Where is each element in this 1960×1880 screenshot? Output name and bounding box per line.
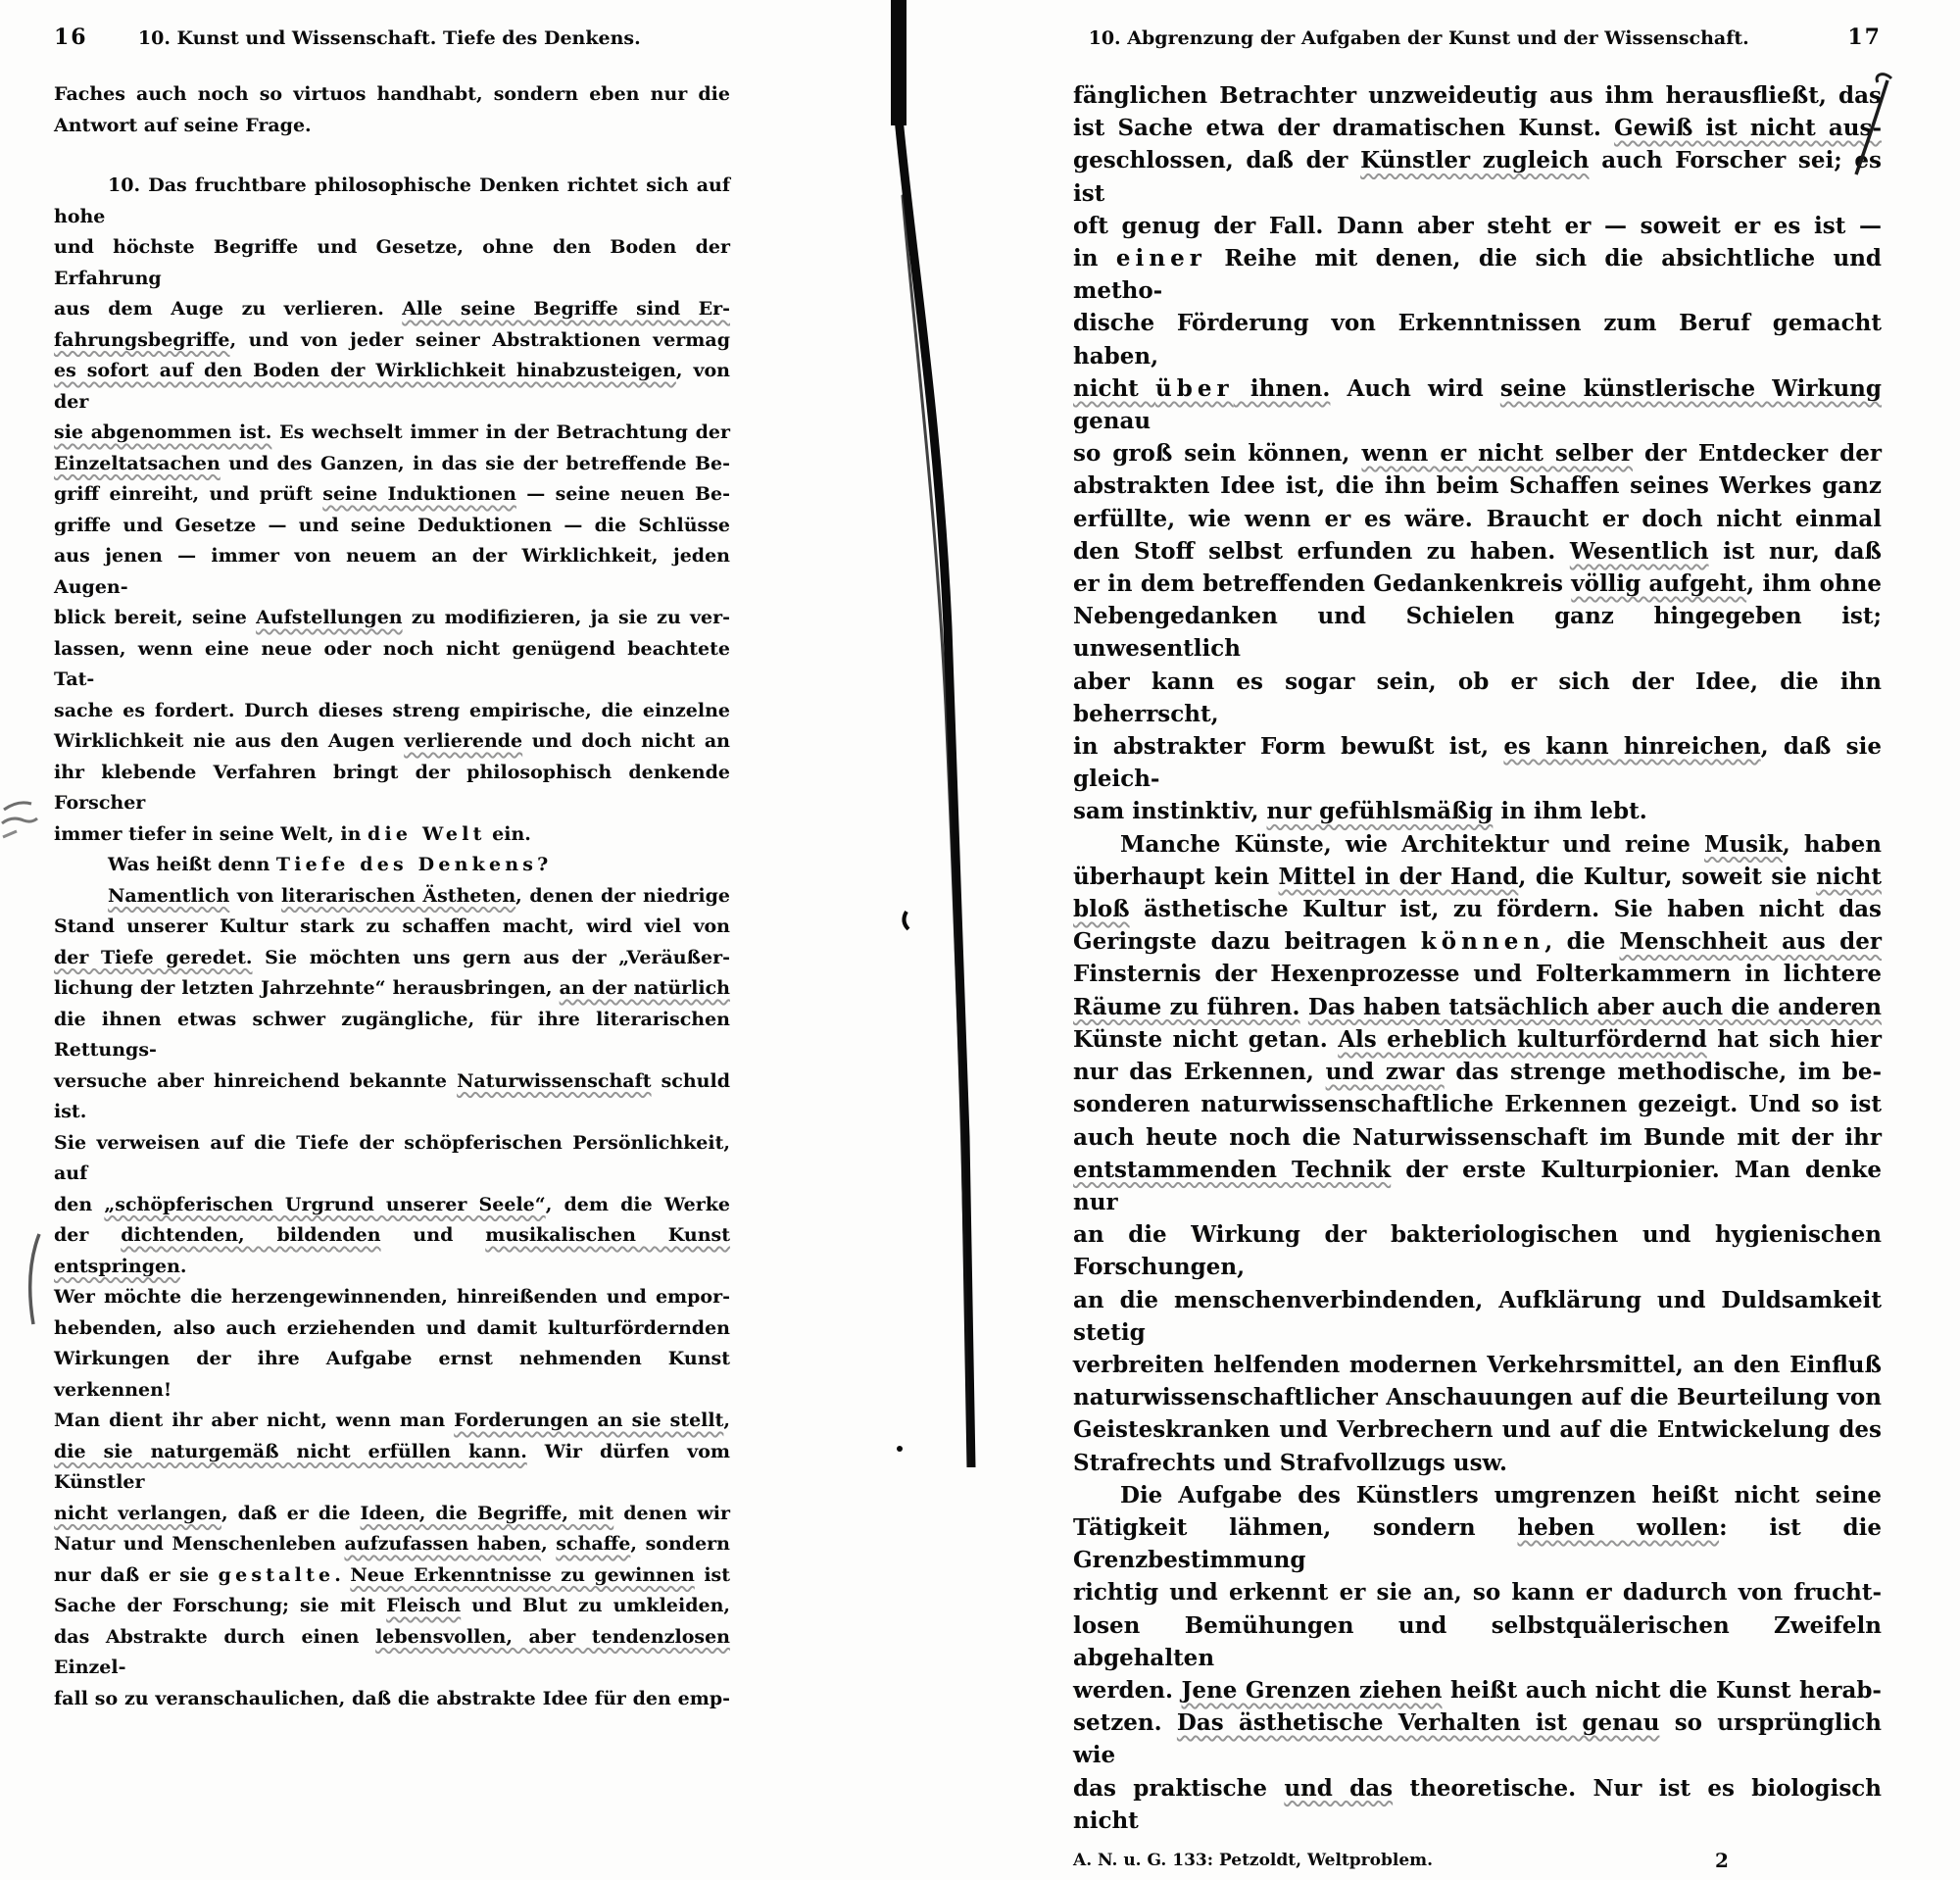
text-line: Namentlich von literarischen Ästheten, denen der niedrige bbox=[108, 884, 730, 907]
text-line: der Tiefe geredet. Sie möchten uns gern aus der „Veräußer- bbox=[54, 946, 730, 968]
text-line: Finsternis der Hexenprozesse und Folterkammern in lichtere bbox=[1073, 961, 1882, 988]
text-column-right bbox=[1073, 79, 1882, 1837]
text-line: Geringste dazu beitragen können, die Menschheit aus der bbox=[1073, 928, 1882, 956]
text-line: er in dem betreffenden Gedankenkreis völlig aufgeht, ihm ohne bbox=[1073, 570, 1882, 598]
sheet-signature: 2 bbox=[1715, 1848, 1729, 1872]
text-line: sonderen naturwissenschaftliche Erkennen gezeigt. Und so ist bbox=[1073, 1091, 1882, 1118]
pencil-margin-scribble bbox=[0, 774, 59, 892]
text-line: Strafrechts und Strafvollzugs usw. bbox=[1073, 1449, 1508, 1476]
text-line: Sie verweisen auf die Tiefe der schöpferischen Persönlichkeit, auf bbox=[54, 1131, 730, 1184]
text-line: sache es fordert. Durch dieses streng empirische, die einzelne bbox=[54, 699, 730, 721]
text-line: bloß ästhetische Kultur ist, zu fördern. Sie haben nicht das bbox=[1073, 896, 1882, 923]
text-line: lichung der letzten Jahrzehnte“ herausbringen, an der natürlich bbox=[54, 977, 730, 999]
text-line: Man dient ihr aber nicht, wenn man Forderungen an sie stellt, bbox=[54, 1410, 730, 1431]
text-line: 10. Das fruchtbare philosophische Denken richtet sich auf hohe bbox=[54, 174, 730, 227]
text-line: an die Wirkung der bakteriologischen und hygienischen Forschungen, bbox=[1073, 1221, 1882, 1281]
text-line: fahrungsbegriffe, und von jeder seiner Abstraktionen vermag bbox=[54, 328, 730, 351]
text-line: Natur und Menschenleben aufzufassen haben, schaffe, sondern bbox=[54, 1533, 730, 1555]
text-line: griffe und Gesetze — und seine Deduktionen — die Schlüsse bbox=[54, 514, 730, 536]
binding-shadow bbox=[877, 0, 1004, 1467]
paragraph bbox=[54, 881, 730, 1715]
page-number-left: 16 bbox=[54, 25, 88, 50]
text-line: das Abstrakte durch einen lebensvollen, aber tendenzlosen Einzel- bbox=[54, 1625, 730, 1678]
text-line: Faches auch noch so virtuos handhabt, sondern eben nur die bbox=[54, 83, 730, 105]
text-line: und höchste Begriffe und Gesetze, ohne den Boden der Erfahrung bbox=[54, 236, 730, 289]
text-line: Künste nicht getan. Als erheblich kulturfördernd hat sich hier bbox=[1073, 1025, 1882, 1053]
text-line: setzen. Das ästhetische Verhalten ist genau so ursprünglich wie bbox=[1073, 1709, 1883, 1769]
text-line: richtig und erkennt er sie an, so kann er dadurch von frucht- bbox=[1073, 1579, 1882, 1607]
text-line: immer tiefer in seine Welt, in die Welt ein. bbox=[54, 822, 531, 845]
text-line: nicht über ihnen. Auch wird seine künstlerische Wirkung genau bbox=[1073, 374, 1882, 435]
text-line: verbreiten helfenden modernen Verkehrsmittel, an den Einfluß bbox=[1073, 1351, 1882, 1378]
paragraph bbox=[54, 171, 730, 850]
text-line: nicht verlangen, daß er die Ideen, die Begriffe, mit denen wir bbox=[54, 1502, 730, 1524]
text-line: hebenden, also auch erziehenden und damit kulturfördernden bbox=[54, 1316, 730, 1339]
text-line: nur daß er sie gestalte. Neue Erkenntnisse zu gewinnen ist bbox=[54, 1563, 731, 1586]
text-line: aus jenen — immer von neuem an der Wirklichkeit, jeden Augen- bbox=[54, 545, 730, 598]
text-line: auch heute noch die Naturwissenschaft im Bunde mit der ihr bbox=[1073, 1123, 1882, 1151]
text-line: die sie naturgemäß nicht erfüllen kann. Wir dürfen vom Künstler bbox=[54, 1440, 731, 1493]
text-line: den Stoff selbst erfunden zu haben. Wesentlich ist nur, daß bbox=[1073, 537, 1883, 565]
text-line: ist Sache etwa der dramatischen Kunst. Gewiß ist nicht aus- bbox=[1073, 115, 1882, 142]
text-line: so groß sein können, wenn er nicht selber der Entdecker der bbox=[1073, 440, 1882, 468]
text-line: in einer Reihe mit denen, die sich die absichtliche und metho- bbox=[1073, 245, 1882, 305]
text-line: Sache der Forschung; sie mit Fleisch und Blut zu umkleiden, bbox=[54, 1595, 730, 1616]
text-line: versuche aber hinreichend bekannte Naturwissenschaft schuld ist. bbox=[54, 1069, 730, 1122]
text-line: es sofort auf den Boden der Wirklichkeit hinabzusteigen, von der bbox=[54, 360, 730, 413]
text-line: lassen, wenn eine neue oder noch nicht genügend beachtete Tat- bbox=[54, 637, 730, 690]
paragraph bbox=[54, 850, 730, 881]
running-head-left bbox=[54, 25, 730, 50]
text-line: die ihnen etwas schwer zugängliche, für ihre literarischen Rettungs- bbox=[54, 1008, 730, 1061]
running-head-right bbox=[980, 25, 1882, 50]
text-line: das praktische und das theoretische. Nur ist es biologisch nicht bbox=[1073, 1774, 1882, 1834]
text-line: Manche Künste, wie Architektur und reine Musik, haben bbox=[1120, 830, 1882, 858]
paragraph bbox=[1073, 828, 1882, 1479]
text-line: den „schöpferischen Urgrund unserer Seele“, dem die Werke bbox=[54, 1193, 730, 1215]
page-right bbox=[1073, 25, 1882, 1880]
running-title-left: 10. Kunst und Wissenschaft. Tiefe des Denkens. bbox=[137, 27, 641, 49]
text-line: Geisteskranken und Verbrechern und auf die Entwickelung des bbox=[1073, 1416, 1882, 1444]
text-line: an die menschenverbindenden, Aufklärung und Duldsamkeit stetig bbox=[1073, 1286, 1882, 1346]
text-line: blick bereit, seine Aufstellungen zu modifizieren, ja sie zu ver- bbox=[54, 607, 730, 628]
text-line: Nebengedanken und Schielen ganz hingegeben ist; unwesentlich bbox=[1073, 603, 1882, 663]
text-line: fall so zu veranschaulichen, daß die abstrakte Idee für den emp- bbox=[54, 1687, 730, 1709]
text-line: erfüllte, wie wenn er es wäre. Braucht er doch nicht einmal bbox=[1073, 505, 1882, 532]
text-line: oft genug der Fall. Dann aber steht er — soweit er es ist — bbox=[1073, 212, 1882, 239]
text-line: fänglichen Betrachter unzweideutig aus ihm herausfließt, das bbox=[1073, 82, 1882, 109]
text-line: sam instinktiv, nur gefühlsmäßig in ihm lebt. bbox=[1073, 798, 1647, 825]
text-line: Tätigkeit lähmen, sondern heben wollen: ist die Grenzbestimmung bbox=[1073, 1513, 1882, 1574]
paragraph bbox=[1073, 79, 1882, 828]
page-number-right: 17 bbox=[1847, 25, 1882, 50]
text-line: losen Bemühungen und selbstquälerischen Zweifeln abgehalten bbox=[1073, 1611, 1882, 1671]
text-line: Wirkungen der ihre Aufgabe ernst nehmenden Kunst verkennen! bbox=[54, 1348, 730, 1401]
text-line: Einzeltatsachen und des Ganzen, in das sie der betreffende Be- bbox=[54, 452, 730, 474]
paragraph bbox=[54, 79, 730, 141]
text-line: griff einreiht, und prüft seine Induktionen — seine neuen Be- bbox=[54, 483, 730, 505]
text-line: aber kann es sogar sein, ob er sich der Idee, die ihn beherrscht, bbox=[1073, 668, 1882, 727]
page-left bbox=[54, 25, 730, 1714]
text-line: Wer möchte die herzengewinnenden, hinreißenden und empor- bbox=[54, 1286, 730, 1308]
text-line: der dichtenden, bildenden und musikalischen Kunst entspringen. bbox=[54, 1224, 731, 1277]
running-title-right: 10. Abgrenzung der Aufgaben der Kunst und der Wissenschaft. bbox=[1088, 27, 1749, 49]
text-line: Die Aufgabe des Künstlers umgrenzen heißt nicht seine bbox=[1120, 1481, 1882, 1509]
text-line: werden. Jene Grenzen ziehen heißt auch nicht die Kunst herab- bbox=[1073, 1676, 1882, 1704]
text-line: Was heißt denn Tiefe des Denkens? bbox=[108, 854, 549, 875]
text-line: geschlossen, daß der Künstler zugleich auch Forscher sei; es ist bbox=[1073, 147, 1883, 207]
text-column-left bbox=[54, 79, 730, 1714]
text-line: sie abgenommen ist. Es wechselt immer in der Betrachtung der bbox=[54, 421, 731, 443]
text-line: Räume zu führen. Das haben tatsächlich aber auch die anderen bbox=[1073, 993, 1883, 1020]
text-line: dische Förderung von Erkenntnissen zum Beruf gemacht haben, bbox=[1073, 310, 1882, 370]
text-line: in abstrakter Form bewußt ist, es kann hinreichen, daß sie gleich- bbox=[1073, 733, 1882, 793]
page-footer bbox=[1073, 1848, 1882, 1880]
pencil-margin-stroke bbox=[18, 1230, 51, 1328]
text-line: Stand unserer Kultur stark zu schaffen macht, wird viel von bbox=[54, 915, 730, 937]
text-line: Wirklichkeit nie aus den Augen verlierende und doch nicht an bbox=[54, 730, 730, 752]
text-line: naturwissenschaftlicher Anschauungen auf die Beurteilung von bbox=[1073, 1384, 1882, 1411]
text-line: überhaupt kein Mittel in der Hand, die Kultur, soweit sie nicht bbox=[1073, 863, 1882, 890]
paragraph bbox=[1073, 1479, 1882, 1837]
text-line: abstrakten Idee ist, die ihn beim Schaffen seines Werkes ganz bbox=[1073, 472, 1882, 500]
series-imprint: A. N. u. G. 133: Petzoldt, Weltproblem. bbox=[1073, 1850, 1434, 1870]
text-line: nur das Erkennen, und zwar das strenge methodische, im be- bbox=[1073, 1059, 1883, 1086]
text-line: entstammenden Technik der erste Kulturpionier. Man denke nur bbox=[1073, 1156, 1882, 1215]
text-line: aus dem Auge zu verlieren. Alle seine Begriffe sind Er- bbox=[54, 298, 730, 320]
text-line: ihr klebende Verfahren bringt der philosophisch denkende Forscher bbox=[54, 761, 730, 814]
text-line: Antwort auf seine Frage. bbox=[54, 114, 312, 136]
